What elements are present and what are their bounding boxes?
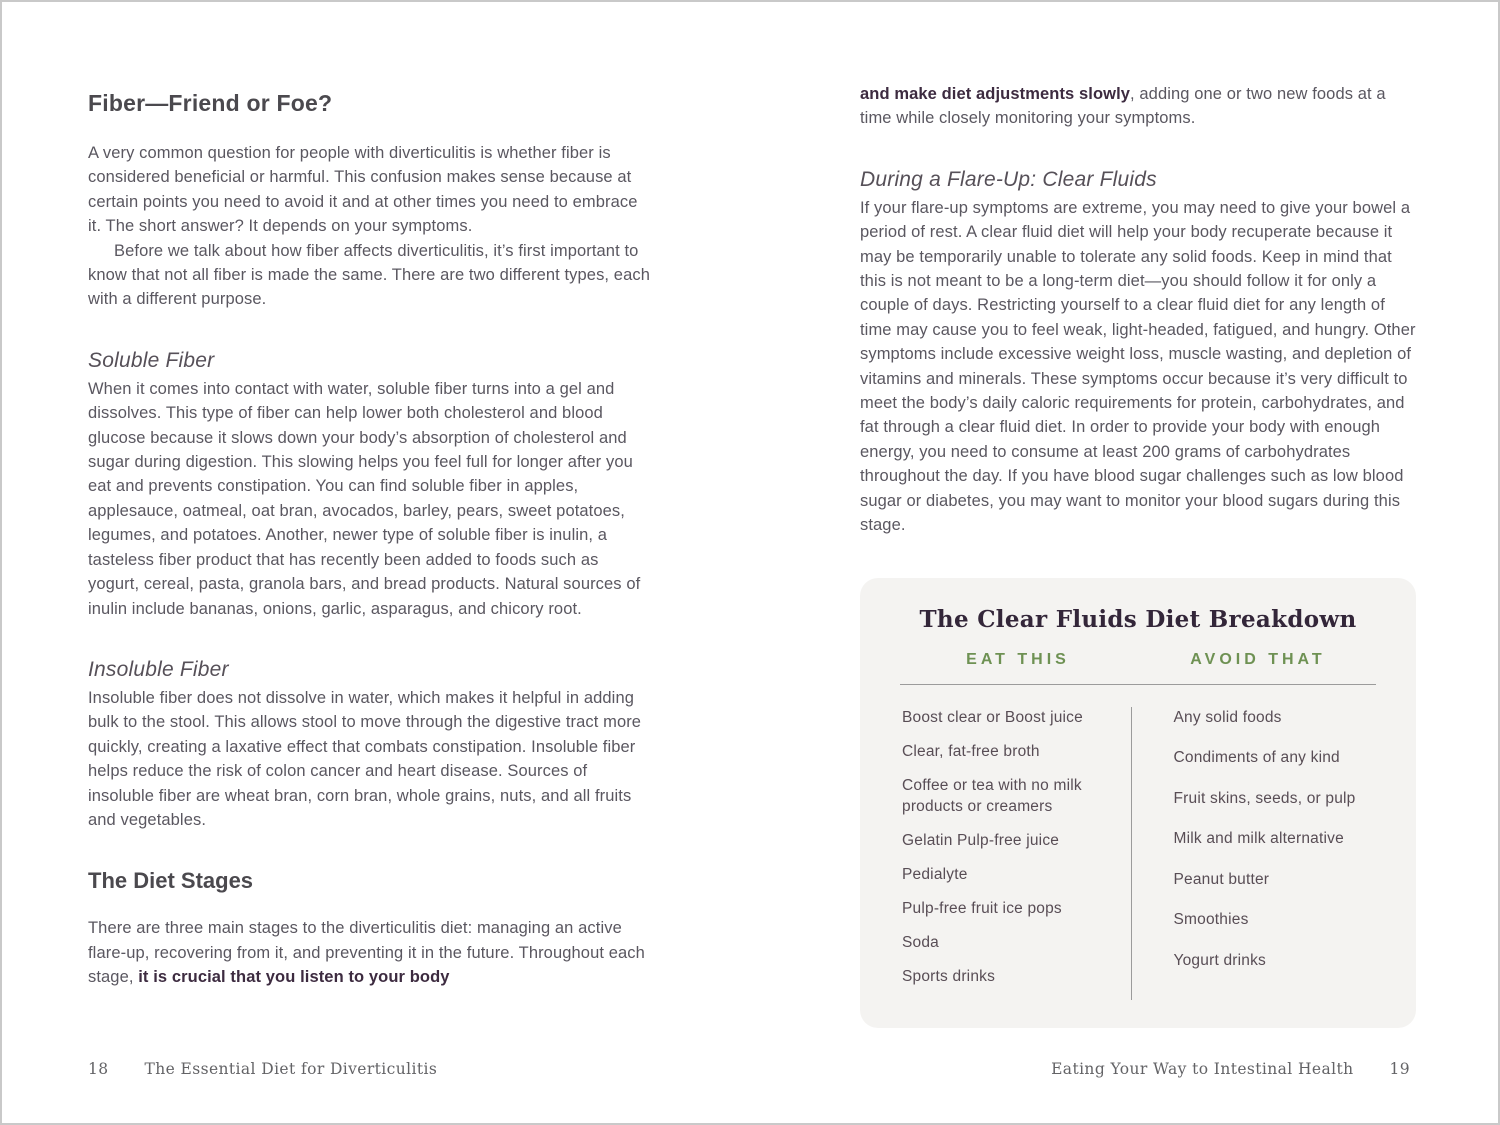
subheading-flare-up: During a Flare-Up: Clear Fluids [860, 167, 1157, 191]
eat-list-item: Soda [902, 933, 939, 951]
eat-list-item: Clear, fat-free broth [902, 742, 1040, 760]
section-heading-diet-stages: The Diet Stages [88, 868, 254, 894]
avoid-that-list [1131, 707, 1379, 1000]
eat-list-item: Sports drinks [902, 967, 996, 985]
left-page-number: 18 [88, 1060, 109, 1078]
fiber-paragraph-2: Before we talk about how fiber affects diverticulitis, it’s first important to know that not all fiber is made the same. There are two different types, each with a different purpose. [88, 241, 650, 309]
subheading-insoluble-fiber: Insoluble Fiber [88, 657, 229, 681]
avoid-list-item: Smoothies [1173, 911, 1249, 928]
fiber-paragraph-1: A very common question for people with diverticulitis is whether fiber is considered beneficial or harmful. This confusion makes sense because at certain points you need to avoid it and at other times you need to embrace it. The short answer? It depends on your symptoms. [88, 144, 638, 236]
avoid-list-item: Any solid foods [1173, 708, 1282, 726]
avoid-that-header: AVOID THAT [1190, 650, 1326, 668]
diet-stages-bold-text: it is crucial that you listen to your body [138, 968, 450, 987]
soluble-fiber-paragraph: When it comes into contact with water, soluble fiber turns into a gel and dissolves. This type of fiber can help lower both cholesterol and blood glucose because it slows down your body’s absorption of cholesterol and sugar during digestion. This slowing helps you feel full for longer after you eat and prevents constipation. You can find soluble fiber in apples, applesauce, oatmeal, oat bran, avocados, barley, pears, sweet potatoes, legumes, and potatoes. Another, newer type of soluble fiber is inulin, a tasteless fiber product that has recently been added to foods such as yogurt, cereal, pasta, granola bars, and bread products. Natural sources of inulin include bananas, onions, garlic, asparagus, and chicory root. [88, 379, 641, 618]
right-footer-title: Eating Your Way to Intestinal Health [1051, 1060, 1354, 1078]
left-page-column [88, 90, 654, 990]
left-footer [88, 1060, 437, 1078]
clear-fluids-box-title: The Clear Fluids Diet Breakdown [919, 605, 1357, 633]
right-footer [1051, 1060, 1410, 1078]
diet-stages-text: There are three main stages to the diverticulitis diet: managing an active flare-up, recovering from it, and preventing it in the future. Throughout each stage, [88, 919, 645, 987]
clear-fluids-breakdown-box [860, 578, 1416, 1028]
eat-list-item: Gelatin Pulp-free juice [902, 831, 1060, 849]
insoluble-fiber-paragraph: Insoluble fiber does not dissolve in water, which makes it helpful in adding bulk to the stool. This allows stool to move through the digestive tract more quickly, creating a laxative effect that combats constipation. Insoluble fiber helps reduce the risk of colon cancer and heart disease. Sources of insoluble fiber are wheat bran, corn bran, whole grains, nuts, and all fruits and vegetables. [88, 688, 642, 829]
right-page-column [860, 82, 1416, 1028]
intro-paragraph [860, 82, 1416, 131]
eat-list-item: Pulp-free fruit ice pops [902, 899, 1062, 917]
subheading-soluble-fiber: Soluble Fiber [88, 348, 215, 372]
eat-this-list [898, 707, 1131, 1000]
avoid-list-item: Milk and milk alternative [1173, 830, 1344, 847]
avoid-list-item: Condiments of any kind [1173, 749, 1340, 766]
intro-bold-text: and make diet adjustments slowly [860, 85, 1131, 103]
eat-list-item: Boost clear or Boost juice [902, 708, 1083, 726]
avoid-list-item: Fruit skins, seeds, or pulp [1173, 789, 1356, 807]
eat-this-header: EAT THIS [966, 650, 1070, 668]
clear-fluids-columns [898, 707, 1378, 1000]
avoid-list-item: Peanut butter [1173, 870, 1270, 888]
section-heading-fiber: Fiber—Friend or Foe? [88, 90, 333, 116]
eat-list-item: Pedialyte [902, 865, 968, 883]
flare-up-paragraph: If your flare-up symptoms are extreme, you may need to give your bowel a period of rest. A clear fluid diet will help your body recuperate because it may be temporarily unable to tolerate any solid foods. Keep in mind that this is not meant to be a long-term diet—you should follow it for only a couple of days. Restricting yourself to a clear fluid diet for any length of time may cause you to feel weak, light-headed, fatigued, and hungry. Other symptoms include excessive weight loss, muscle wasting, and depletion of vitamins and minerals. These symptoms occur because it’s very difficult to meet the body’s daily caloric requirements for protein, carbohydrates, and fat through a clear fluid diet. In order to provide your body with enough energy, you need to consume at least 200 grams of carbohydrates throughout the day. If you have blood sugar challenges such as low blood sugar or diabetes, you may want to monitor your blood sugars during this stage. [860, 198, 1416, 535]
left-footer-title: The Essential Diet for Diverticulitis [144, 1060, 438, 1078]
clear-fluids-column-headers [898, 651, 1378, 669]
header-divider-rule [900, 684, 1376, 685]
diet-stages-paragraph [88, 916, 654, 989]
avoid-list-item: Yogurt drinks [1173, 951, 1266, 969]
right-page-number: 19 [1389, 1060, 1410, 1078]
intro-regular-text: , adding one or two new foods at a time while closely monitoring your symptoms. [860, 85, 1386, 128]
eat-list-item: Coffee or tea with no milk products or creamers [902, 776, 1082, 815]
